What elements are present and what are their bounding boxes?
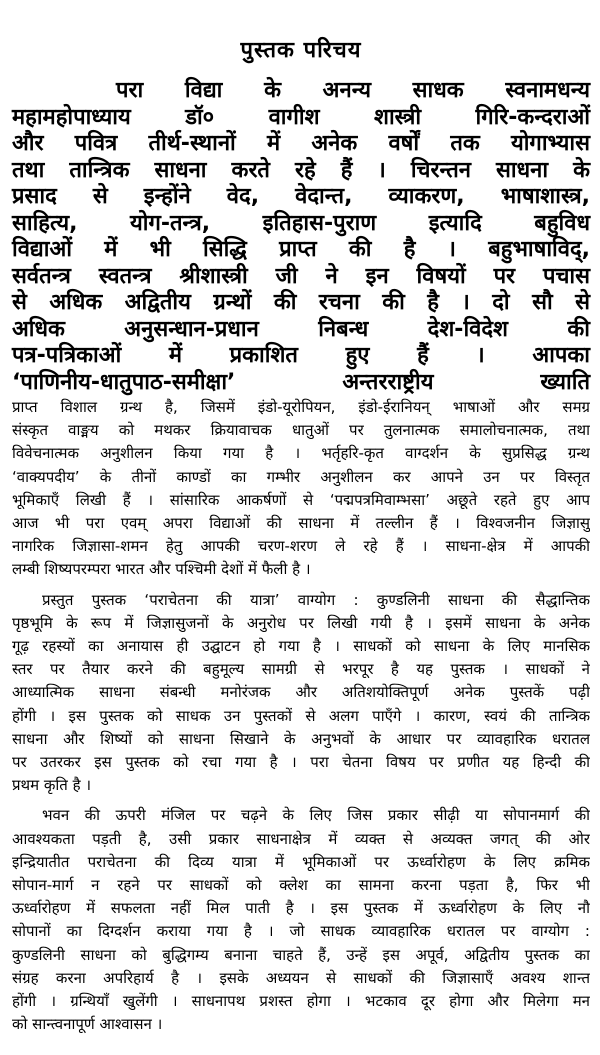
text-line: ऊर्ध्वारोहण में सफलता नहीं मिल पाती है । इस पुस्तक में ऊर्ध्वारोहण के लिए नौ (12, 899, 590, 918)
text-line: प्रथम कृति है । (12, 776, 91, 795)
paragraph-3 (12, 804, 590, 1036)
text-line: संग्रह करना अपरिहार्य है । इसके अध्ययन से साधकों की जिज्ञासाएँ अवश्य शान्त (12, 968, 590, 987)
text-line: प्राप्त विशाल ग्रन्थ है, जिसमें इंडो-यूरोपियन, इंडो-ईरानियन् भाषाओं और समग्र (12, 398, 590, 416)
text-line: भवन की ऊपरी मंजिल पर चढ़ने के लिए जिस प्रकार सीढ़ी या सोपानमार्ग की (42, 806, 590, 825)
lead-line: पत्र-पत्रिकाओं में प्रकाशित हुए हैं । आपका (12, 343, 590, 368)
lead-line: ‘पाणिनीय-धातुपाठ-समीक्षा’ अन्तरराष्ट्रीय ख्याति (12, 369, 590, 395)
text-line: स्तर पर तैयार करने की बहुमूल्य सामग्री से भरपूर है यह पुस्तक । साधकों ने (12, 660, 590, 679)
lead-line: से अधिक अद्वितीय ग्रन्थों की रचना की है । दो सौ से (12, 290, 590, 315)
lead-line: और पवित्र तीर्थ-स्थानों में अनेक वर्षों तक योगाभ्यास (12, 131, 590, 156)
paragraph-2 (12, 589, 590, 798)
text-line: होंगी । इस पुस्तक को साधक उन पुस्तकों से अलग पाएँगे । कारण, स्वयं की तान्त्रिक (12, 706, 590, 725)
text-line: ‘वाक्यपदीय’ के तीनों काण्डों का गम्भीर अनुशीलन कर आपने उन पर विस्तृत (12, 467, 590, 486)
lead-line: तथा तान्त्रिक साधना करते रहे हैं । चिरन्तन साधना के (12, 157, 590, 183)
page-title: पुस्तक परिचय (240, 38, 362, 63)
lead-line: सर्वतन्त्र स्वतन्त्र श्रीशास्त्री जी ने इन विषयों पर पचास (12, 263, 590, 289)
text-line: विवेचनात्मक अनुशीलन किया गया है । भर्तृहरि-कृत वाग्दर्शन के सुप्रसिद्ध ग्रन्थ (12, 444, 590, 463)
text-line: नागरिक जिज्ञासा-शमन हेतु आपकी चरण-शरण ले रहे हैं । साधना-क्षेत्र में आपकी (12, 537, 590, 556)
lead-line: अधिक अनुसन्धान-प्रधान निबन्ध देश-विदेश की (12, 316, 590, 342)
text-line: आध्यात्मिक साधना संबन्धी मनोरंजक और अतिशयोक्तिपूर्ण अनेक पुस्तकें पढ़ी (12, 683, 590, 702)
text-line: इन्द्रियातीत पराचेतना की दिव्य यात्रा में भूमिकाओं पर ऊर्ध्वारोहण के लिए क्रमिक (12, 852, 590, 871)
lead-line: प्रसाद से इन्होंने वेद, वेदान्त, व्याकरण, भाषाशास्त्र, (12, 184, 590, 209)
text-line: लम्बी शिष्यपरम्परा भारत और पश्चिमी देशों में फैली है । (12, 560, 311, 579)
text-line: साधना और शिष्यों को साधना सिखाने के अनुभवों के आधार पर व्यावहारिक धरातल (12, 729, 590, 748)
text-line: सोपान-मार्ग न रहने पर साधकों को क्लेश का सामना करना पड़ता है, फिर भी (12, 876, 590, 895)
paragraph-1 (12, 396, 590, 582)
text-line: भूमिकाएँ लिखी हैं । सांसारिक आकर्षणों से ‘पद्मपत्रमिवाम्भसा’ अछूते रहते हुए आप (12, 490, 590, 509)
text-line: को सान्त्वनापूर्ण आश्वासन । (12, 1015, 163, 1034)
lead-line: साहित्य, योग-तन्त्र, इतिहास-पुराण इत्यादि बहुविध (12, 210, 590, 236)
lead-line: महामहोपाध्याय डॉ० वागीश शास्त्री गिरि-कन्दराओं (12, 104, 590, 130)
lead-paragraph (12, 78, 590, 396)
text-line: प्रस्तुत पुस्तक ‘पराचेतना की यात्रा’ वाग्योग : कुण्डलिनी साधना की सैद्धान्तिक (42, 590, 590, 609)
text-line: आज भी परा एवम् अपरा विद्याओं की साधना में तल्लीन हैं । विश्वजनीन जिज्ञासु (12, 514, 590, 533)
text-line: होंगी । ग्रन्थियाँ खुलेंगी । साधनापथ प्रशस्त होगा । भटकाव दूर होगा और मिलेगा मन (12, 992, 590, 1011)
text-line: पृष्ठभूमि के रूप में जिज्ञासुजनों के अनुरोध पर लिखी गयी है । इसमें साधना के अनेक (12, 613, 590, 632)
text-line: गूढ़ रहस्यों का अनायास ही उद्घाटन हो गया है । साधकों को साधना के लिए मानसिक (12, 637, 590, 656)
text-line: सोपानों का दिग्दर्शन कराया गया है । जो साधक व्यावहारिक धरातल पर वाग्योग : (12, 922, 590, 941)
text-line: पर उतरकर इस पुस्तक को रचा गया है । परा चेतना विषय पर प्रणीत यह हिन्दी की (12, 753, 590, 772)
text-line: कुण्डलिनी साधना को बुद्धिगम्य बनाना चाहते हैं, उन्हें इस अपूर्व, अद्वितीय पुस्तक का (12, 945, 590, 964)
lead-line: विद्याओं में भी सिद्धि प्राप्त की है । बहुभाषाविद्, (12, 237, 590, 262)
text-line: संस्कृत वाङ्मय को मथकर क्रियावाचक धातुओं पर तुलनात्मक समालोचनात्मक, तथा (12, 421, 590, 440)
text-line: आवश्यकता पड़ती है, उसी प्रकार साधनाक्षेत्र में व्यक्त से अव्यक्त जगत् की ओर (12, 829, 590, 848)
lead-line: परा विद्या के अनन्य साधक स्वनामधन्य (116, 78, 590, 103)
